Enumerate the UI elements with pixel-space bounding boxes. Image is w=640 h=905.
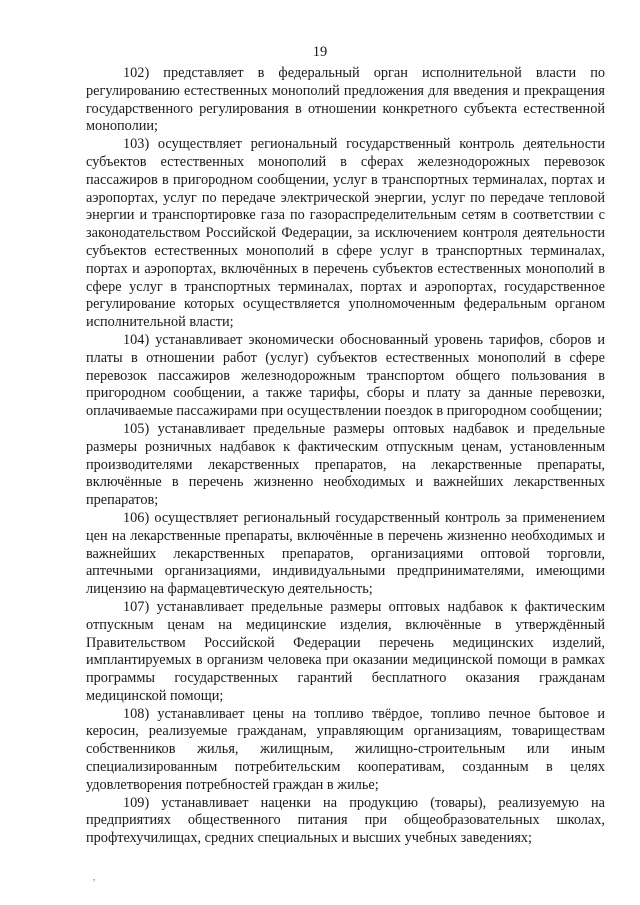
scan-mark: , bbox=[93, 872, 96, 882]
paragraph-108: 108) устанавливает цены на топливо твёрдое, топливо печное бытовое и керосин, реализуемые гражданам, управляющим организациям, товариществам собственников жилья, жилищным, жилищно-строительным или иным специализированным потребительским кооперативам, созданным в целях удовлетворения потребностей граждан в жилье; bbox=[86, 705, 605, 793]
document-body bbox=[86, 65, 605, 848]
paragraph-109: 109) устанавливает наценки на продукцию (товары), реализуемую на предприятиях общественного питания при общеобразовательных школах, профтехучилищах, средних специальных и высших учебных заведениях; bbox=[86, 794, 605, 847]
page-number: 19 bbox=[312, 44, 328, 60]
paragraph-102: 102) представляет в федеральный орган исполнительной власти по регулированию естественных монополий предложения для введения и прекращения государственного регулирования в отношении конкретного субъекта естественной монополии; bbox=[86, 65, 605, 135]
paragraph-105: 105) устанавливает предельные размеры оптовых надбавок и предельные размеры розничных надбавок к фактическим отпускным ценам, установленным производителями лекарственных препаратов, на лекарственные препараты, включённые в перечень жизненно необходимых и важнейших лекарственных препаратов; bbox=[86, 420, 605, 509]
paragraph-107: 107) устанавливает предельные размеры оптовых надбавок к фактическим отпускным ценам на медицинские изделия, включённые в утверждённый Правительством Российской Федерации перечень медицинских изделий, имплантируемых в организм человека при оказании медицинской помощи в рамках программы государственных гарантий бесплатного оказания гражданам медицинской помощи; bbox=[86, 598, 605, 704]
paragraph-104: 104) устанавливает экономически обоснованный уровень тарифов, сборов и платы в отношении работ (услуг) субъектов естественных монополий в сфере перевозок пассажиров железнодорожным транспортом общего пользования в пригородном сообщении, а также тарифы, сборы и плату за данные перевозки, оплачиваемые пассажирами при осуществлении поездок в пригородном сообщении; bbox=[86, 331, 605, 420]
paragraph-103: 103) осуществляет региональный государственный контроль деятельности субъектов естественных монополий в сферах железнодорожных перевозок пассажиров в пригородном сообщении, услуг в транспортных терминалах, портах и аэропортах, услуг по передаче электрической энергии, услуг по передаче тепловой энергии и транспортировке газа по газораспределительным сетям в соответствии с законодательством Российской Федерации, за исключением контроля деятельности субъектов естественных монополий в сфере услуг в транспортных терминалах, портах и аэропортах, включённых в перечень субъектов естественных монополий в сфере услуг в транспортных терминалах, портах и аэропортах, государственное регулирование которых осуществляется уполномоченным федеральным органом исполнительной власти; bbox=[86, 136, 605, 331]
paragraph-106: 106) осуществляет региональный государственный контроль за применением цен на лекарственные препараты, включённые в перечень жизненно необходимых и важнейших лекарственных препаратов, организациями оптовой торговли, аптечными организациями, индивидуальными предпринимателями, имеющими лицензию на фармацевтическую деятельность; bbox=[86, 509, 605, 598]
